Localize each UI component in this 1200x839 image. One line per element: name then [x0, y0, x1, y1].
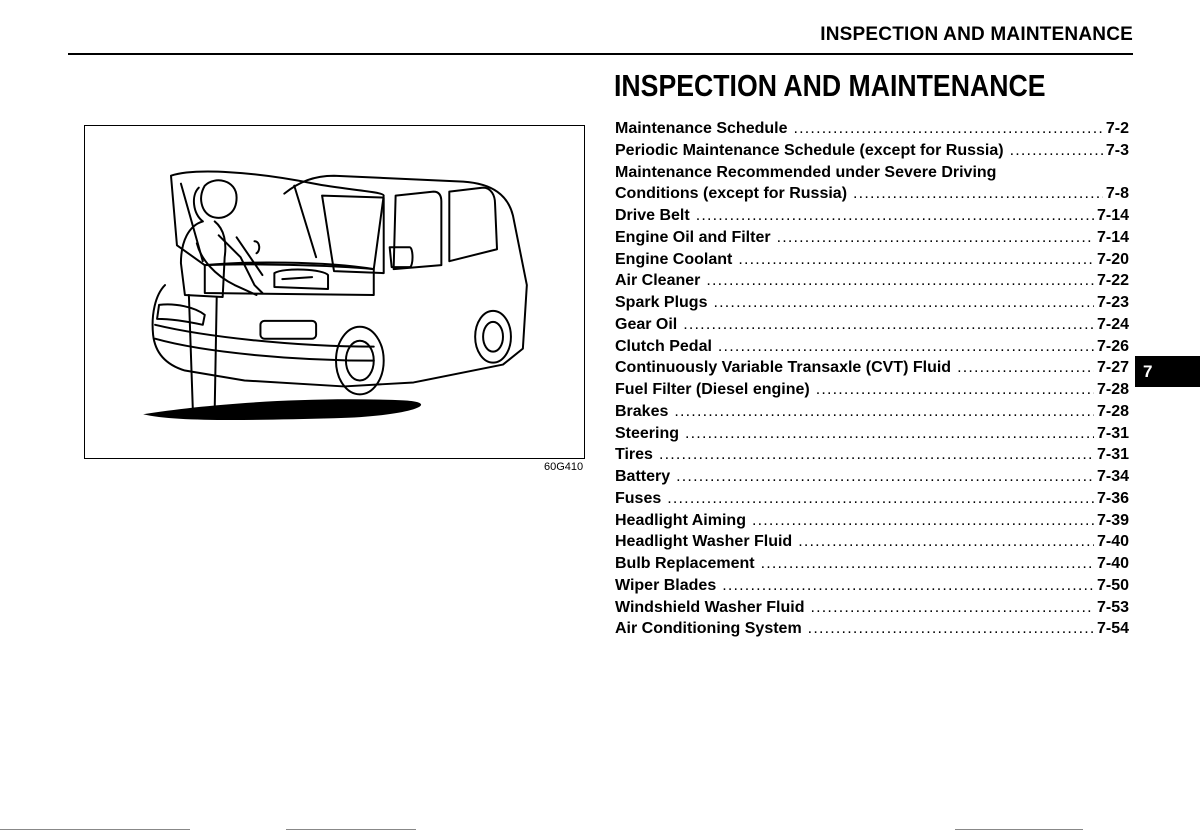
toc-entry-title: Conditions (except for Russia) — [615, 185, 848, 203]
toc-entry-title: Engine Coolant — [615, 250, 733, 268]
toc-entry-title: Steering — [615, 424, 680, 442]
toc-dot-leader — [659, 446, 1094, 464]
toc-dot-leader — [676, 468, 1094, 486]
toc-entry — [615, 207, 1129, 229]
engine-inspection-illustration — [84, 125, 585, 459]
toc-entry-page: 7-20 — [1096, 250, 1129, 268]
toc-entry — [615, 185, 1129, 207]
toc-entry-title: Maintenance Recommended under Severe Driving — [615, 163, 997, 181]
toc-entry-page: 7-8 — [1105, 185, 1129, 203]
toc-entry — [615, 164, 1129, 186]
toc-entry-title: Gear Oil — [615, 315, 678, 333]
toc-entry-page: 7-23 — [1096, 294, 1129, 311]
toc-entry-page: 7-24 — [1096, 315, 1129, 333]
toc-dot-leader — [667, 490, 1094, 508]
toc-dot-leader — [761, 555, 1094, 573]
toc-dot-leader — [683, 316, 1094, 334]
toc-entry — [615, 555, 1129, 577]
toc-dot-leader — [811, 599, 1094, 617]
toc-entry-title: Maintenance Schedule — [615, 120, 788, 137]
toc-entry-title: Drive Belt — [615, 207, 690, 224]
toc-entry — [615, 425, 1129, 447]
toc-entry — [615, 294, 1129, 316]
toc-entry-page: 7-27 — [1096, 359, 1129, 377]
toc-entry-title: Brakes — [615, 402, 669, 420]
toc-entry-page: 7-36 — [1096, 489, 1129, 507]
toc-dot-leader — [957, 359, 1094, 377]
toc-entry — [615, 512, 1129, 534]
toc-entry-title: Fuses — [615, 489, 662, 507]
toc-dot-leader — [696, 207, 1094, 225]
toc-entry-page: 7-39 — [1096, 511, 1129, 529]
toc-entry-page: 7-28 — [1096, 402, 1129, 420]
toc-entry-title: Headlight Aiming — [615, 511, 746, 529]
toc-entry — [615, 316, 1129, 338]
toc-entry-page: 7-31 — [1096, 424, 1129, 442]
toc-entry — [615, 403, 1129, 425]
running-header: INSPECTION AND MAINTENANCE — [820, 24, 1133, 45]
toc-entry-title: Battery — [615, 468, 671, 485]
scan-mark — [0, 829, 190, 830]
toc-entry-title: Air Conditioning System — [615, 620, 802, 638]
toc-entry — [615, 490, 1129, 512]
toc-dot-leader — [808, 620, 1094, 638]
toc-entry-title: Fuel Filter (Diesel engine) — [615, 381, 810, 398]
toc-entry — [615, 468, 1129, 490]
toc-dot-leader — [722, 577, 1094, 595]
toc-entry-title: Wiper Blades — [615, 576, 717, 594]
toc-dot-leader — [718, 338, 1094, 356]
toc-dot-leader — [853, 185, 1103, 203]
toc-entry-page: 7-2 — [1105, 120, 1129, 137]
toc-dot-leader — [777, 229, 1094, 247]
toc-entry-title: Tires — [615, 446, 653, 464]
toc-entry-title: Engine Oil and Filter — [615, 228, 771, 246]
chapter-tab: 7 — [1135, 356, 1200, 387]
toc-entry-page: 7-14 — [1096, 228, 1129, 246]
toc-entry-title: Continuously Variable Transaxle (CVT) Fluid — [615, 359, 952, 377]
toc-entry — [615, 338, 1129, 360]
toc-entry — [615, 599, 1129, 621]
toc-entry — [615, 120, 1129, 142]
toc-dot-leader — [674, 403, 1094, 421]
toc-entry — [615, 251, 1129, 273]
toc-entry-page: 7-31 — [1096, 446, 1129, 464]
toc-entry — [615, 272, 1129, 294]
toc-entry — [615, 381, 1129, 403]
scan-mark — [286, 829, 416, 830]
toc-dot-leader — [685, 425, 1094, 443]
header-rule — [68, 53, 1133, 55]
toc-entry — [615, 229, 1129, 251]
table-of-contents — [615, 120, 1129, 642]
chapter-title: INSPECTION AND MAINTENANCE — [614, 68, 1046, 103]
toc-entry-title: Clutch Pedal — [615, 337, 712, 355]
toc-entry-page: 7-40 — [1096, 555, 1129, 572]
toc-entry-page: 7-40 — [1096, 533, 1129, 551]
toc-entry-title: Air Cleaner — [615, 272, 701, 290]
toc-entry-title: Periodic Maintenance Schedule (except for Russia) — [615, 141, 1004, 159]
toc-entry — [615, 142, 1129, 164]
toc-entry-page: 7-22 — [1096, 272, 1129, 290]
scan-mark — [955, 829, 1083, 830]
toc-dot-leader — [794, 120, 1103, 138]
toc-entry-page: 7-28 — [1096, 381, 1129, 398]
toc-entry-page: 7-14 — [1096, 207, 1129, 224]
figure-code: 60G410 — [544, 461, 584, 473]
toc-entry — [615, 359, 1129, 381]
toc-dot-leader — [713, 294, 1093, 312]
toc-entry-page: 7-50 — [1096, 576, 1129, 594]
toc-dot-leader — [816, 381, 1094, 399]
toc-entry-title: Spark Plugs — [615, 294, 708, 311]
toc-entry-page: 7-53 — [1096, 598, 1129, 616]
toc-entry-title: Bulb Replacement — [615, 555, 755, 572]
toc-entry-title: Headlight Washer Fluid — [615, 533, 793, 551]
toc-dot-leader — [1010, 142, 1103, 160]
toc-entry-title: Windshield Washer Fluid — [615, 598, 805, 616]
toc-dot-leader — [738, 251, 1094, 269]
toc-entry-page: 7-34 — [1096, 468, 1129, 485]
person-at-open-hood-drawing — [85, 126, 584, 458]
toc-entry-page: 7-26 — [1096, 337, 1129, 355]
toc-entry — [615, 446, 1129, 468]
toc-dot-leader — [752, 512, 1094, 530]
toc-entry — [615, 533, 1129, 555]
toc-dot-leader — [706, 272, 1094, 290]
toc-dot-leader — [798, 533, 1094, 551]
toc-entry-page: 7-3 — [1105, 141, 1129, 159]
toc-entry — [615, 577, 1129, 599]
toc-entry-page: 7-54 — [1096, 620, 1129, 638]
toc-entry — [615, 620, 1129, 642]
